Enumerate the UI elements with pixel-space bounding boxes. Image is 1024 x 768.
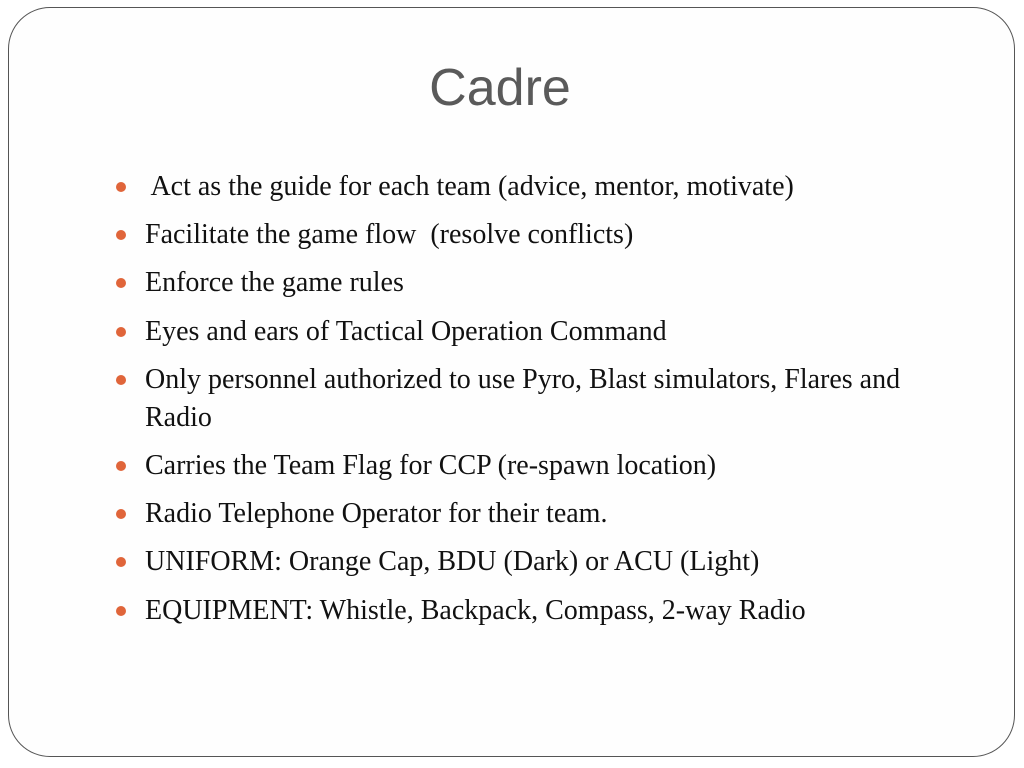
bullet-item — [115, 168, 935, 206]
bullet-text: Facilitate the game flow (resolve conflicts) — [145, 219, 634, 251]
slide-title: Cadre — [429, 59, 571, 117]
bullet-dot-icon — [116, 509, 126, 519]
bullet-text: Only personnel authorized to use Pyro, Blast simulators, Flares and Radio — [145, 363, 901, 433]
bullet-dot-icon — [116, 327, 126, 337]
bullet-text: Radio Telephone Operator for their team. — [145, 498, 608, 530]
bullet-dot-icon — [116, 230, 126, 240]
bullet-dot-icon — [116, 461, 126, 471]
bullet-item — [115, 264, 935, 302]
bullet-item — [115, 543, 935, 581]
bullet-dot-icon — [116, 182, 126, 192]
bullet-item — [115, 216, 935, 254]
bullet-text: Act as the guide for each team (advice, mentor, motivate) — [145, 171, 794, 202]
bullet-text: EQUIPMENT: Whistle, Backpack, Compass, 2-way Radio — [145, 594, 806, 626]
bullet-item — [115, 495, 935, 533]
bullet-dot-icon — [116, 278, 126, 288]
bullet-text: UNIFORM: Orange Cap, BDU (Dark) or ACU (Light) — [145, 546, 760, 578]
bullet-text: Carries the Team Flag for CCP (re-spawn location) — [145, 449, 717, 481]
bullet-dot-icon — [116, 606, 126, 616]
bullet-dot-icon — [116, 557, 126, 567]
bullet-text: Enforce the game rules — [145, 267, 404, 299]
bullet-item — [115, 313, 935, 351]
bullet-item — [115, 447, 935, 485]
bullet-item — [115, 361, 935, 437]
bullet-text: Eyes and ears of Tactical Operation Command — [145, 315, 667, 347]
bullet-item — [115, 592, 935, 630]
bullet-list — [115, 168, 935, 640]
bullet-dot-icon — [116, 375, 126, 385]
